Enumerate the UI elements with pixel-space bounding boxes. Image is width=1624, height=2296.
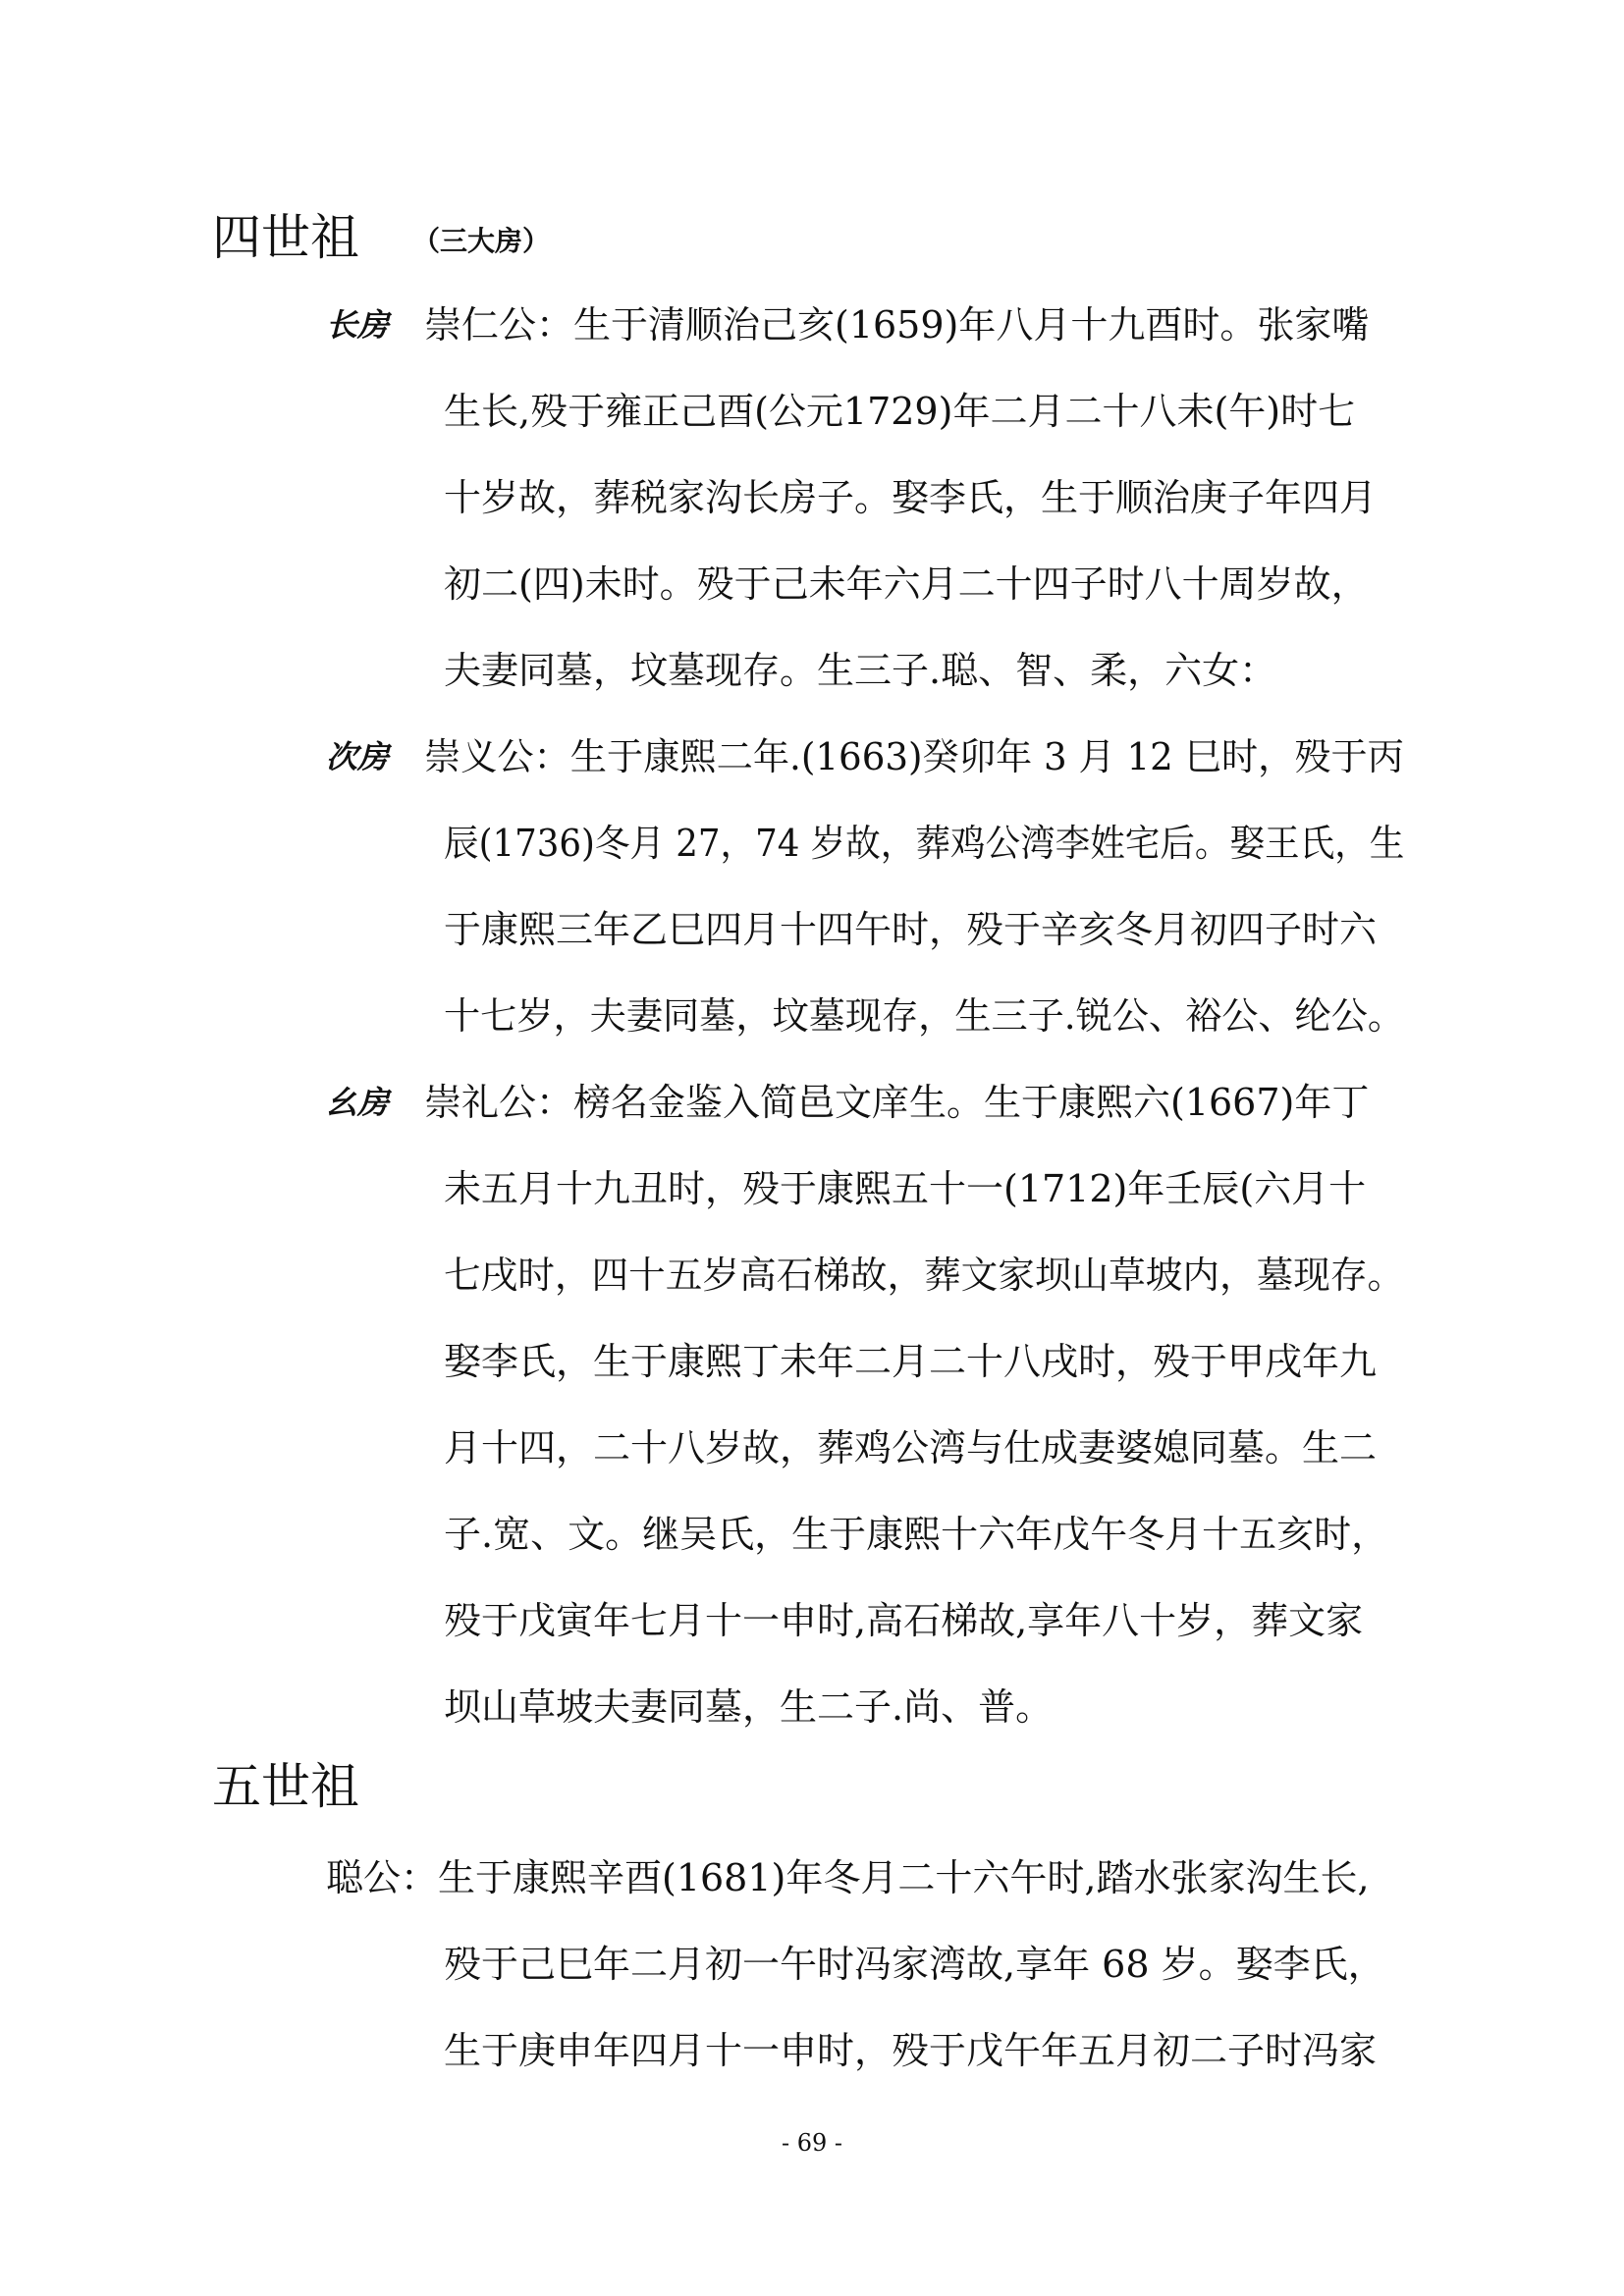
entry-line: 生于庚申年四月十一申时，殁于戊午年五月初二子时冯家 — [444, 2029, 1378, 2072]
section-title: 四世祖 — [212, 209, 359, 266]
page-number: - 69 - — [781, 2129, 842, 2157]
entry-line: 崇礼公：榜名金鉴入简邑文庠生。生于康熙六(1667)年丁 — [424, 1081, 1370, 1124]
entry-line: 娶李氏，生于康熙丁未年二月二十八戌时，殁于甲戌年九 — [444, 1340, 1378, 1383]
entry-line: 十七岁，夫妻同墓，坟墓现存，生三子.锐公、裕公、纶公。 — [444, 994, 1405, 1038]
entry-line: 七戌时，四十五岁高石梯故，葬文家坝山草坡内，墓现存。 — [444, 1254, 1405, 1297]
entry-line: 殁于己巳年二月初一午时冯家湾故,享年 68 岁。娶李氏， — [444, 1943, 1385, 1986]
entry-line: 于康熙三年乙巳四月十四午时，殁于辛亥冬月初四子时六 — [444, 908, 1378, 951]
entry-line: 辰(1736)冬月 27，74 岁故，葬鸡公湾李姓宅后。娶王氏，生 — [444, 822, 1405, 865]
section-title: 五世祖 — [212, 1758, 359, 1815]
entry-label-eldest-branch: 长房 — [326, 306, 390, 344]
entry-line: 夫妻同墓，坟墓现存。生三子.聪、智、柔，六女： — [444, 649, 1277, 692]
entry-line: 未五月十九丑时，殁于康熙五十一(1712)年壬辰(六月十 — [444, 1167, 1367, 1210]
section-note: （三大房） — [412, 225, 551, 257]
entry-line: 殁于戊寅年七月十一申时,高石梯故,享年八十岁，葬文家 — [444, 1599, 1364, 1642]
entry-line: 崇仁公：生于清顺治己亥(1659)年八月十九酉时。张家嘴 — [424, 303, 1370, 347]
section-heading-5th-generation — [212, 1757, 359, 1816]
entry-line: 坝山草坡夫妻同墓，生二子.尚、普。 — [444, 1685, 1054, 1729]
entry-line: 月十四，二十八岁故，葬鸡公湾与仕成妻婆媳同墓。生二 — [444, 1426, 1378, 1469]
entry-line: 十岁故，葬税家沟长房子。娶李氏，生于顺治庚子年四月 — [444, 476, 1378, 519]
entry-label-second-branch: 次房 — [326, 738, 390, 775]
entry-line: 聪公：生于康熙辛酉(1681)年冬月二十六午时,踏水张家沟生长, — [326, 1856, 1370, 1899]
section-heading-4th-generation — [212, 208, 550, 271]
entry-line: 崇义公：生于康熙二年.(1663)癸卯年 3 月 12 巳时，殁于丙 — [424, 735, 1404, 778]
entry-line: 子.宽、文。继吴氏，生于康熙十六年戊午冬月十五亥时， — [444, 1513, 1389, 1556]
entry-label-youngest-branch: 幺房 — [326, 1084, 390, 1121]
entry-line: 生长,殁于雍正己酉(公元1729)年二月二十八未(午)时七 — [444, 390, 1356, 433]
entry-line: 初二(四)未时。殁于己未年六月二十四子时八十周岁故， — [444, 562, 1369, 606]
